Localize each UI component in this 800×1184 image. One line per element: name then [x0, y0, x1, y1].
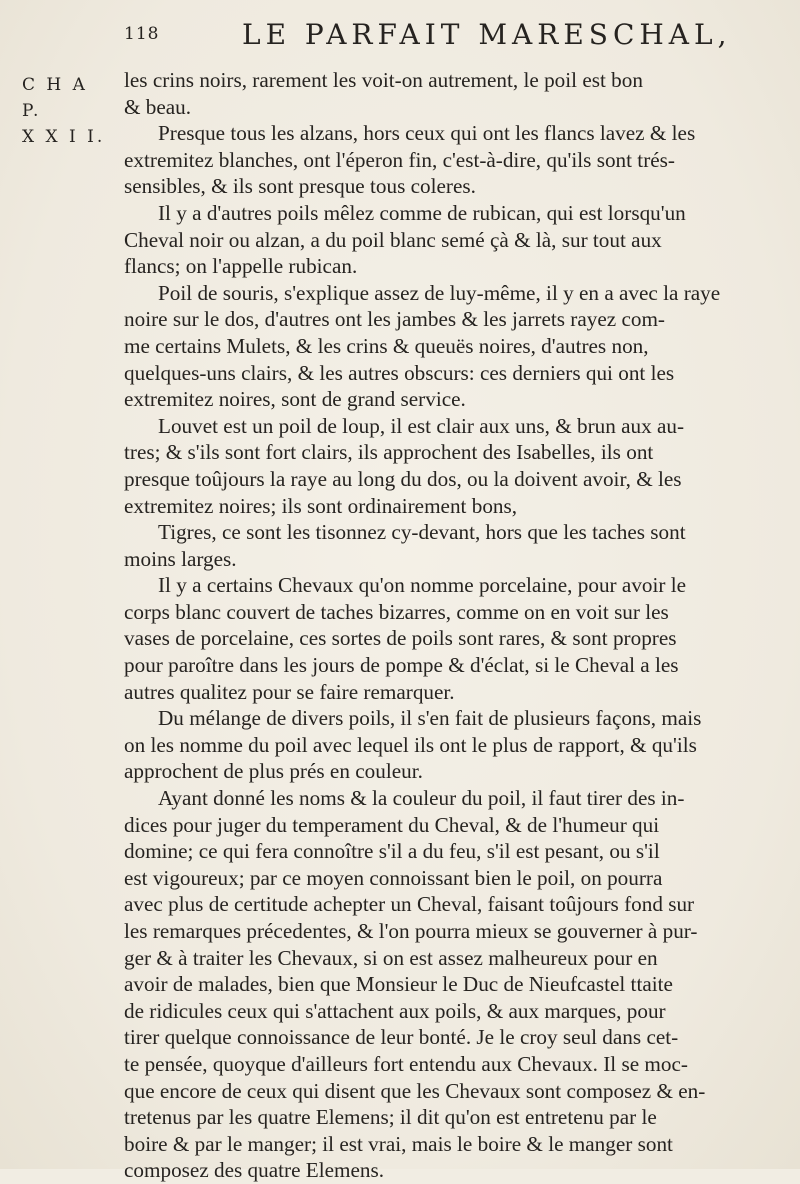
text-line: extremitez noires, sont de grand service.: [124, 387, 466, 412]
text-line: autres qualitez pour se faire remarquer.: [124, 679, 455, 704]
text-line: avec plus de certitude achepter un Cheval, faisant toûjours fond sur: [124, 892, 695, 917]
text-line: boire & par le manger; il est vrai, mais le boire & le manger sont: [124, 1131, 673, 1156]
text-line: Poil de souris, s'explique assez de luy-même, il y en a avec la raye: [158, 280, 721, 305]
text-line: domine; ce qui fera connoître s'il a du feu, s'il est pesant, ou s'il: [124, 839, 660, 864]
text-line: dices pour juger du temperament du Cheval, & de l'humeur qui: [124, 812, 660, 837]
text-line: extremitez blanches, ont l'éperon fin, c'est-à-dire, qu'ils sont trés-: [124, 147, 675, 172]
chapter-margin-note: [22, 72, 112, 150]
text-line: corps blanc couvert de taches bizarres, comme on en voit sur les: [124, 599, 669, 624]
page-number: 118: [124, 24, 160, 44]
text-line: Ayant donné les noms & la couleur du poil, il faut tirer des in-: [158, 786, 685, 811]
text-line: est vigoureux; par ce moyen connoissant bien le poil, on pourra: [124, 865, 663, 890]
chapter-number: X X I I.: [22, 127, 106, 147]
text-line: Tigres, ce sont les tisonnez cy-devant, hors que les taches sont: [158, 520, 686, 545]
text-line: avoir de malades, bien que Monsieur le Duc de Nieufcastel ttaite: [124, 972, 673, 997]
text-line: Il y a certains Chevaux qu'on nomme porcelaine, pour avoir le: [158, 573, 687, 598]
text-line: composez des quatre Elemens.: [124, 1158, 385, 1183]
page-header: [124, 18, 732, 58]
text-line: Cheval noir ou alzan, a du poil blanc semé çà & là, sur tout aux: [124, 227, 662, 252]
chapter-label: C H A P.: [22, 75, 88, 121]
text-line: & beau.: [124, 94, 192, 119]
text-line: Presque tous les alzans, hors ceux qui ont les flancs lavez & les: [158, 121, 696, 146]
body-text: [124, 67, 784, 1184]
text-line: presque toûjours la raye au long du dos, ou la doivent avoir, & les: [124, 466, 682, 491]
text-line: tretenus par les quatre Elemens; il dit qu'on est entretenu par le: [124, 1105, 657, 1130]
text-line: extremitez noires; ils sont ordinairement bons,: [124, 493, 518, 518]
text-line: on les nomme du poil avec lequel ils ont le plus de rapport, & qu'ils: [124, 732, 697, 757]
text-line: pour paroître dans les jours de pompe & d'éclat, si le Cheval a les: [124, 653, 679, 678]
running-title: LE PARFAIT MARESCHAL,: [242, 18, 732, 51]
text-line: te pensée, quoyque d'ailleurs fort entendu aux Chevaux. Il se moc-: [124, 1051, 688, 1076]
text-line: flancs; on l'appelle rubican.: [124, 254, 358, 279]
text-line: que encore de ceux qui disent que les Chevaux sont composez & en-: [124, 1078, 706, 1103]
text-line: tres; & s'ils sont fort clairs, ils approchent des Isabelles, ils ont: [124, 440, 654, 465]
text-line: de ridicules ceux qui s'attachent aux poils, & aux marques, pour: [124, 998, 666, 1023]
text-line: sensibles, & ils sont presque tous coleres.: [124, 174, 476, 199]
text-line: quelques-uns clairs, & les autres obscurs: ces derniers qui ont les: [124, 360, 675, 385]
text-line: Louvet est un poil de loup, il est clair aux uns, & brun aux au-: [158, 413, 685, 438]
text-line: approchent de plus prés en couleur.: [124, 759, 423, 784]
text-line: moins larges.: [124, 546, 237, 571]
text-line: les remarques précedentes, & l'on pourra mieux se gouverner à pur-: [124, 919, 698, 943]
text-line: me certains Mulets, & les crins & queuës noires, d'autres non,: [124, 333, 649, 358]
text-line: Du mélange de divers poils, il s'en fait de plusieurs façons, mais: [158, 706, 702, 731]
text-line: tirer quelque connoissance de leur bonté. Je le croy seul dans cet-: [124, 1025, 679, 1050]
text-line: ger & à traiter les Chevaux, si on est assez malheureux pour en: [124, 945, 658, 970]
text-line: les crins noirs, rarement les voit-on autrement, le poil est bon: [124, 68, 643, 92]
text-line: vases de porcelaine, ces sortes de poils sont rares, & sont propres: [124, 626, 677, 651]
text-line: noire sur le dos, d'autres ont les jambes & les jarrets rayez com-: [124, 307, 665, 332]
text-line: Il y a d'autres poils mêlez comme de rubican, qui est lorsqu'un: [158, 200, 686, 225]
